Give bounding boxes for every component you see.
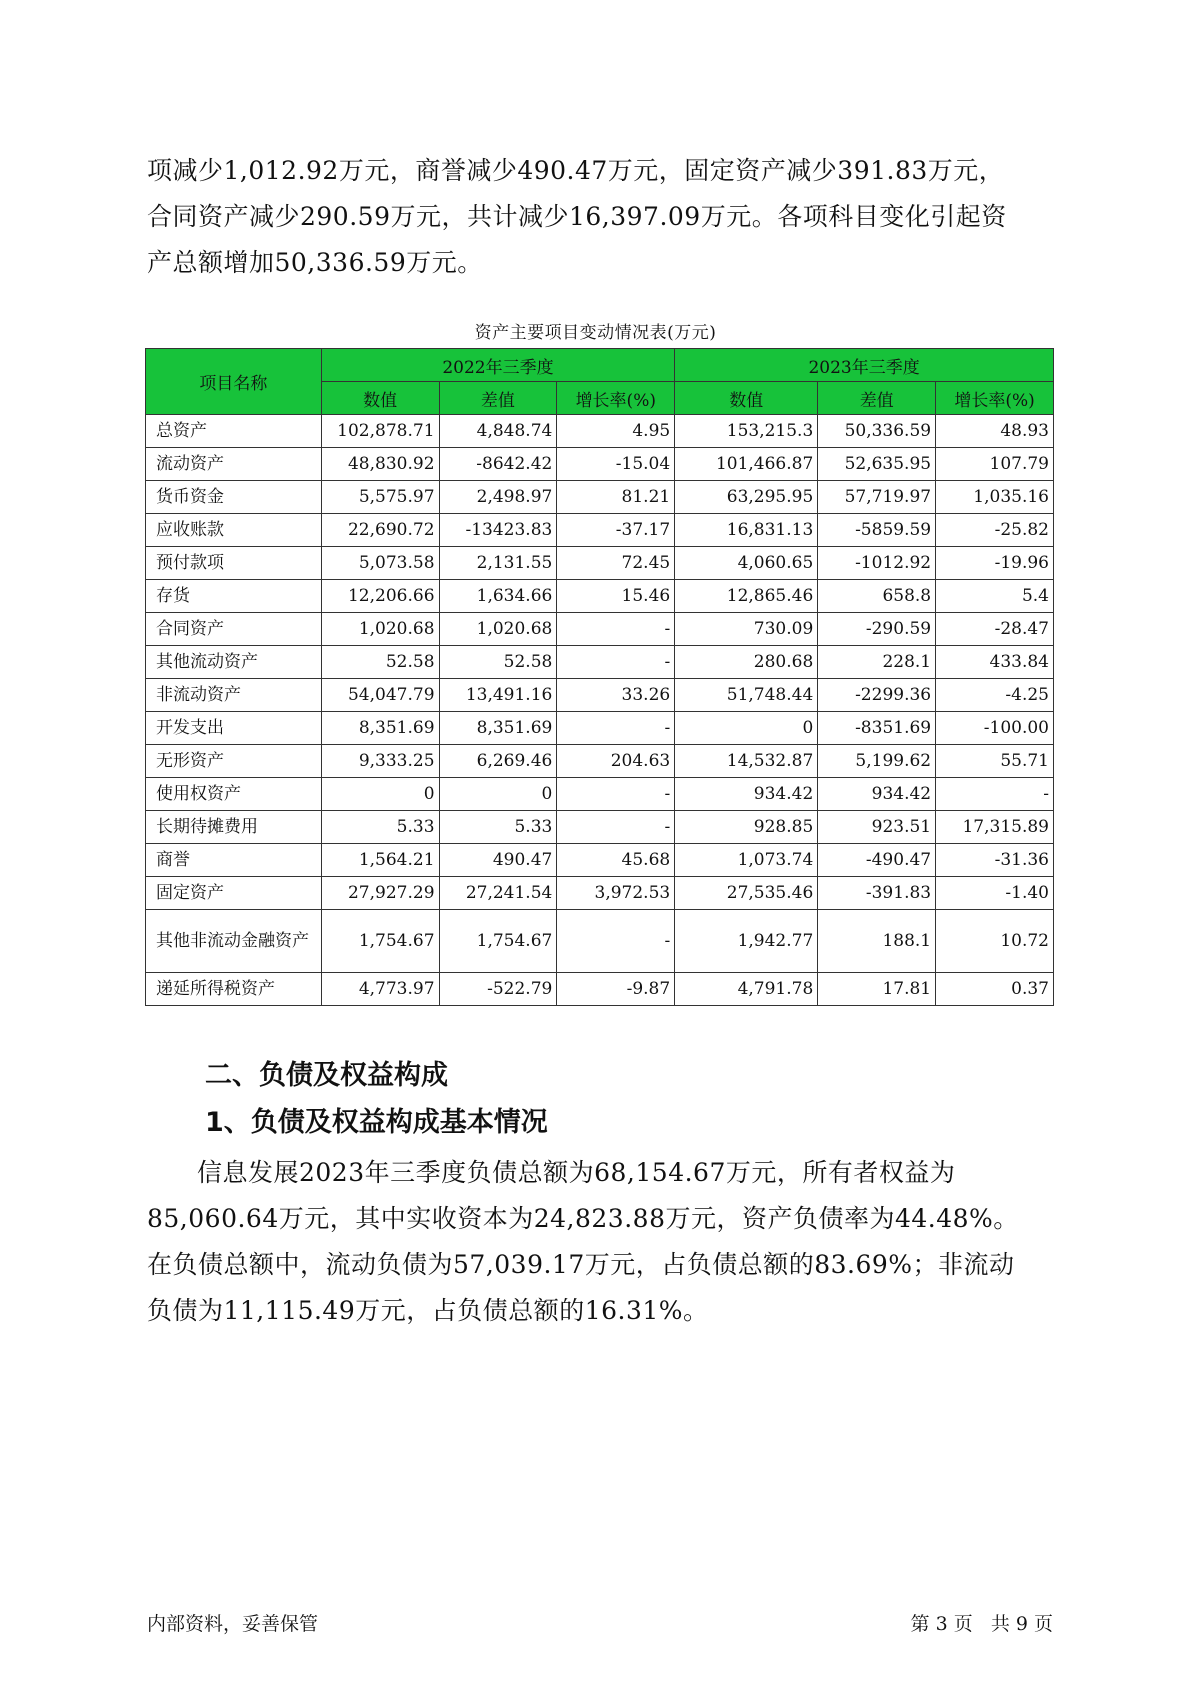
table-cell: 5.33	[439, 811, 557, 844]
table-cell: 228.1	[818, 646, 936, 679]
table-cell: -	[557, 778, 675, 811]
table-cell: -5859.59	[818, 514, 936, 547]
table-cell: 27,241.54	[439, 877, 557, 910]
table-cell: 33.26	[557, 679, 675, 712]
row-label: 固定资产	[146, 877, 322, 910]
row-label: 递延所得税资产	[146, 973, 322, 1006]
table-row	[146, 679, 1054, 712]
intro-paragraph	[147, 148, 1052, 286]
table-cell: 101,466.87	[675, 448, 818, 481]
row-label: 商誉	[146, 844, 322, 877]
row-label: 其他非流动金融资产	[146, 910, 322, 973]
table-cell: 658.8	[818, 580, 936, 613]
footer-page-number: 第 3 页 共 9 页	[910, 1613, 1053, 1635]
table-cell: 0.37	[936, 973, 1054, 1006]
table-cell: 5,575.97	[321, 481, 439, 514]
table-cell: 52,635.95	[818, 448, 936, 481]
table-cell: 102,878.71	[321, 415, 439, 448]
header-period-2023: 2023年三季度	[675, 349, 1054, 382]
table-cell: -	[557, 811, 675, 844]
intro-line: 产总额增加50,336.59万元。	[147, 248, 483, 277]
table-cell: -9.87	[557, 973, 675, 1006]
table-cell: 54,047.79	[321, 679, 439, 712]
table-cell: -	[557, 910, 675, 973]
table-cell: 280.68	[675, 646, 818, 679]
table-cell: 934.42	[675, 778, 818, 811]
table-row	[146, 580, 1054, 613]
table-row	[146, 448, 1054, 481]
header-value-2023: 数值	[675, 382, 818, 415]
table-cell: 1,020.68	[439, 613, 557, 646]
intro-line: 项减少1,012.92万元，商誉减少490.47万元，固定资产减少391.83万元，	[147, 156, 1005, 185]
table-cell: -	[557, 712, 675, 745]
table-caption: 资产主要项目变动情况表(万元)	[474, 323, 717, 343]
table-cell: -391.83	[818, 877, 936, 910]
table-cell: 14,532.87	[675, 745, 818, 778]
table-cell: 27,927.29	[321, 877, 439, 910]
table-cell: 153,215.3	[675, 415, 818, 448]
table-cell: -100.00	[936, 712, 1054, 745]
table-cell: 15.46	[557, 580, 675, 613]
table-cell: 17.81	[818, 973, 936, 1006]
table-cell: 1,073.74	[675, 844, 818, 877]
table-cell: -2299.36	[818, 679, 936, 712]
row-label: 非流动资产	[146, 679, 322, 712]
table-cell: 8,351.69	[321, 712, 439, 745]
header-value-2022: 数值	[321, 382, 439, 415]
table-cell: -	[936, 778, 1054, 811]
asset-change-table	[145, 348, 1054, 1006]
section-subheading: 1、负债及权益构成基本情况	[205, 1107, 548, 1138]
liabilities-paragraph	[147, 1150, 1052, 1334]
row-label: 长期待摊费用	[146, 811, 322, 844]
table-cell: 5,199.62	[818, 745, 936, 778]
table-cell: 1,035.16	[936, 481, 1054, 514]
header-diff-2023: 差值	[818, 382, 936, 415]
table-cell: 5.4	[936, 580, 1054, 613]
row-label: 其他流动资产	[146, 646, 322, 679]
table-row	[146, 514, 1054, 547]
table-cell: -13423.83	[439, 514, 557, 547]
table-cell: 923.51	[818, 811, 936, 844]
table-cell: 72.45	[557, 547, 675, 580]
table-cell: 8,351.69	[439, 712, 557, 745]
table-cell: 81.21	[557, 481, 675, 514]
table-cell: 27,535.46	[675, 877, 818, 910]
table-cell: 107.79	[936, 448, 1054, 481]
row-label: 应收账款	[146, 514, 322, 547]
table-cell: -8351.69	[818, 712, 936, 745]
header-growth-2023: 增长率(%)	[936, 382, 1054, 415]
row-label: 流动资产	[146, 448, 322, 481]
header-period-2022: 2022年三季度	[321, 349, 675, 382]
header-diff-2022: 差值	[439, 382, 557, 415]
table-cell: 934.42	[818, 778, 936, 811]
table-cell: 2,131.55	[439, 547, 557, 580]
row-label: 合同资产	[146, 613, 322, 646]
table-cell: -31.36	[936, 844, 1054, 877]
header-growth-2022: 增长率(%)	[557, 382, 675, 415]
table-cell: 63,295.95	[675, 481, 818, 514]
liabilities-line: 负债为11,115.49万元，占负债总额的16.31%。	[147, 1296, 709, 1325]
table-cell: 1,754.67	[321, 910, 439, 973]
table-cell: 22,690.72	[321, 514, 439, 547]
row-label: 预付款项	[146, 547, 322, 580]
table-row	[146, 973, 1054, 1006]
table-cell: 13,491.16	[439, 679, 557, 712]
table-cell: 9,333.25	[321, 745, 439, 778]
liabilities-line: 85,060.64万元，其中实收资本为24,823.88万元，资产负债率为44.48%。	[147, 1204, 1019, 1233]
table-cell: 12,865.46	[675, 580, 818, 613]
table-cell: 52.58	[321, 646, 439, 679]
table-row	[146, 415, 1054, 448]
table-cell: 6,269.46	[439, 745, 557, 778]
table-cell: 16,831.13	[675, 514, 818, 547]
table-cell: 0	[321, 778, 439, 811]
table-cell: -25.82	[936, 514, 1054, 547]
table-row	[146, 910, 1054, 973]
table-cell: -522.79	[439, 973, 557, 1006]
table-cell: 5.33	[321, 811, 439, 844]
table-row	[146, 745, 1054, 778]
row-label: 无形资产	[146, 745, 322, 778]
table-row	[146, 811, 1054, 844]
table-cell: 1,634.66	[439, 580, 557, 613]
table-cell: 1,564.21	[321, 844, 439, 877]
table-cell: 1,020.68	[321, 613, 439, 646]
intro-line: 合同资产减少290.59万元，共计减少16,397.09万元。各项科目变化引起资	[147, 202, 1007, 231]
table-row	[146, 712, 1054, 745]
table-cell: -	[557, 646, 675, 679]
table-cell: 48.93	[936, 415, 1054, 448]
table-row	[146, 877, 1054, 910]
table-cell: 4,848.74	[439, 415, 557, 448]
table-cell: 45.68	[557, 844, 675, 877]
table-cell: 4,791.78	[675, 973, 818, 1006]
table-cell: 1,942.77	[675, 910, 818, 973]
row-label: 开发支出	[146, 712, 322, 745]
table-cell: 48,830.92	[321, 448, 439, 481]
table-cell: 928.85	[675, 811, 818, 844]
row-label: 货币资金	[146, 481, 322, 514]
liabilities-line: 信息发展2023年三季度负债总额为68,154.67万元，所有者权益为	[197, 1158, 956, 1187]
table-cell: 51,748.44	[675, 679, 818, 712]
table-cell: 204.63	[557, 745, 675, 778]
table-cell: 55.71	[936, 745, 1054, 778]
table-cell: 10.72	[936, 910, 1054, 973]
table-row	[146, 547, 1054, 580]
footer-confidential: 内部资料，妥善保管	[147, 1613, 319, 1635]
table-cell: 50,336.59	[818, 415, 936, 448]
table-row	[146, 778, 1054, 811]
row-label: 总资产	[146, 415, 322, 448]
table-cell: -28.47	[936, 613, 1054, 646]
table-row	[146, 481, 1054, 514]
table-cell: 490.47	[439, 844, 557, 877]
table-cell: -4.25	[936, 679, 1054, 712]
table-cell: -37.17	[557, 514, 675, 547]
table-row	[146, 613, 1054, 646]
table-cell: 730.09	[675, 613, 818, 646]
table-cell: -	[557, 613, 675, 646]
table-cell: -290.59	[818, 613, 936, 646]
table-cell: -490.47	[818, 844, 936, 877]
table-cell: 4,773.97	[321, 973, 439, 1006]
table-cell: 188.1	[818, 910, 936, 973]
table-cell: 57,719.97	[818, 481, 936, 514]
table-cell: 12,206.66	[321, 580, 439, 613]
table-cell: 2,498.97	[439, 481, 557, 514]
liabilities-line: 在负债总额中，流动负债为57,039.17万元，占负债总额的83.69%；非流动	[147, 1250, 1015, 1279]
table-cell: 5,073.58	[321, 547, 439, 580]
table-cell: 0	[439, 778, 557, 811]
table-cell: 0	[675, 712, 818, 745]
table-row	[146, 844, 1054, 877]
table-cell: 3,972.53	[557, 877, 675, 910]
row-label: 使用权资产	[146, 778, 322, 811]
table-cell: -1.40	[936, 877, 1054, 910]
table-cell: 4,060.65	[675, 547, 818, 580]
table-row	[146, 646, 1054, 679]
table-cell: -15.04	[557, 448, 675, 481]
table-body	[146, 415, 1054, 1006]
table-cell: -19.96	[936, 547, 1054, 580]
table-cell: 1,754.67	[439, 910, 557, 973]
table-cell: 17,315.89	[936, 811, 1054, 844]
table-cell: -1012.92	[818, 547, 936, 580]
header-item-name: 项目名称	[146, 349, 322, 415]
table-cell: 4.95	[557, 415, 675, 448]
table-cell: -8642.42	[439, 448, 557, 481]
section-heading: 二、负债及权益构成	[205, 1060, 448, 1091]
row-label: 存货	[146, 580, 322, 613]
table-cell: 433.84	[936, 646, 1054, 679]
table-cell: 52.58	[439, 646, 557, 679]
